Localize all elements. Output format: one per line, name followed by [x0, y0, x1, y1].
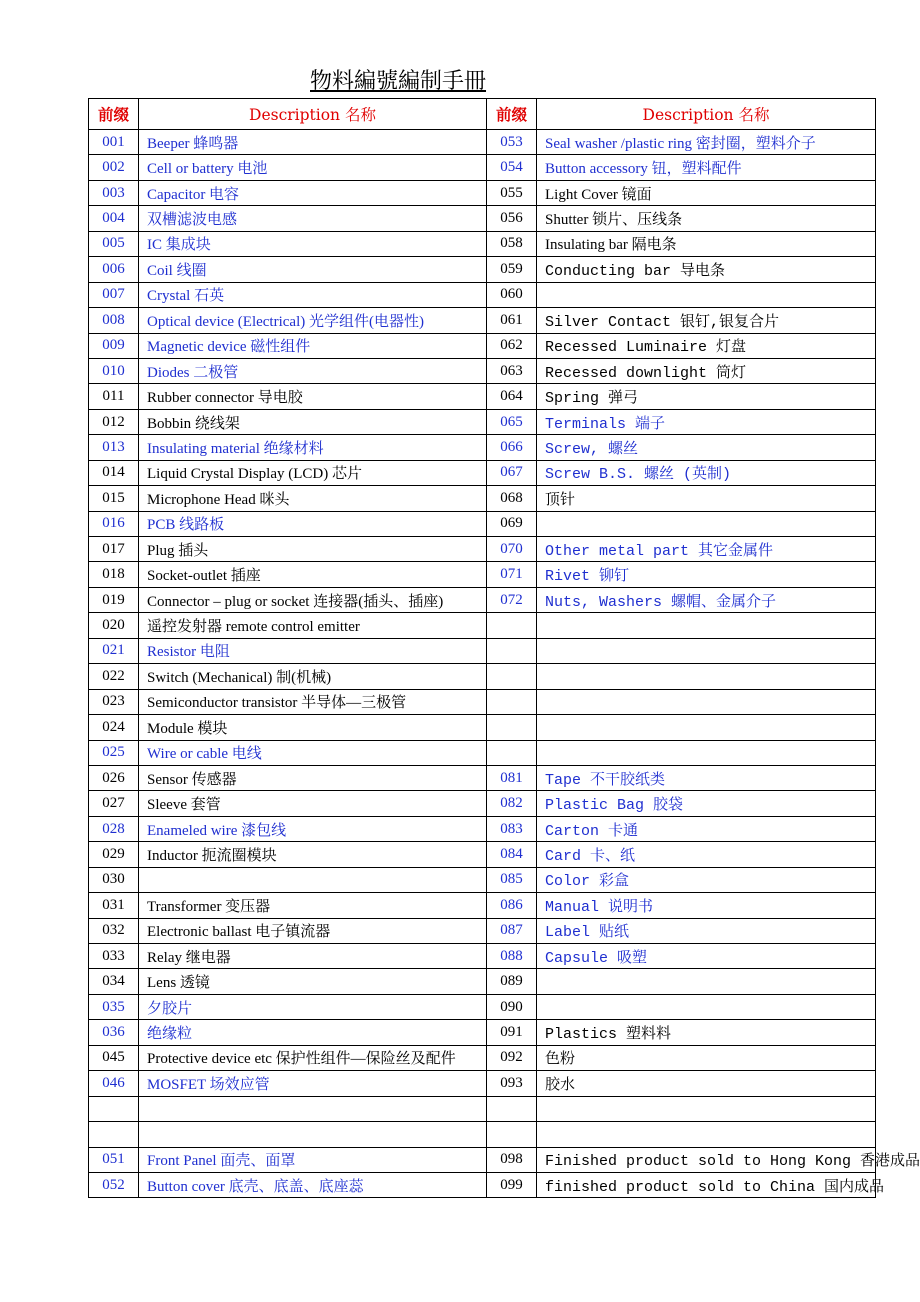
description-left: Cell or battery 电池: [139, 155, 487, 180]
code-right: 068: [487, 486, 537, 511]
code-left: 027: [89, 791, 139, 816]
description-left: Lens 透镜: [139, 969, 487, 994]
description-left: Electronic ballast 电子镇流器: [139, 918, 487, 943]
description-right: [537, 689, 876, 714]
description-left: [139, 867, 487, 892]
description-right: [537, 282, 876, 307]
prefix-header-right: 前缀: [487, 99, 537, 130]
description-right: 胶水: [537, 1071, 876, 1096]
description-left: 遥控发射器 remote control emitter: [139, 613, 487, 638]
description-left: Enameled wire 漆包线: [139, 816, 487, 841]
description-left: Optical device (Electrical) 光学组件(电器性): [139, 308, 487, 333]
table-row: [89, 918, 876, 943]
code-right: 070: [487, 537, 537, 562]
code-left: 034: [89, 969, 139, 994]
description-left: Liquid Crystal Display (LCD) 芯片: [139, 460, 487, 485]
code-right: 087: [487, 918, 537, 943]
code-left: 024: [89, 715, 139, 740]
table-row: [89, 333, 876, 358]
code-right: 088: [487, 944, 537, 969]
table-row: [89, 740, 876, 765]
code-right: [487, 715, 537, 740]
description-right: Card 卡、纸: [537, 842, 876, 867]
description-right: Plastics 塑料料: [537, 1020, 876, 1045]
table-row: [89, 664, 876, 689]
code-left: 025: [89, 740, 139, 765]
description-right: [537, 969, 876, 994]
code-left: 011: [89, 384, 139, 409]
code-left: 013: [89, 435, 139, 460]
table-row: [89, 180, 876, 205]
code-left: 003: [89, 180, 139, 205]
table-row: [89, 231, 876, 256]
description-right: Screw, 螺丝: [537, 435, 876, 460]
code-right: [487, 1122, 537, 1147]
description-left: Crystal 石英: [139, 282, 487, 307]
description-left: [139, 1096, 487, 1121]
code-left: 046: [89, 1071, 139, 1096]
header-row: [89, 99, 876, 130]
description-left: Bobbin 绕线架: [139, 409, 487, 434]
code-left: [89, 1096, 139, 1121]
description-left: MOSFET 场效应管: [139, 1071, 487, 1096]
code-left: 014: [89, 460, 139, 485]
table-body: [89, 130, 920, 1198]
code-left: 028: [89, 816, 139, 841]
table-row: [89, 257, 876, 282]
code-right: 062: [487, 333, 537, 358]
table-row: [89, 994, 876, 1019]
description-left: Relay 继电器: [139, 944, 487, 969]
description-right: Screw B.S. 螺丝 (英制): [537, 460, 876, 485]
code-right: 092: [487, 1045, 537, 1070]
description-left: Semiconductor transistor 半导体—三极管: [139, 689, 487, 714]
table-row: [89, 460, 876, 485]
code-right: 056: [487, 206, 537, 231]
code-left: 036: [89, 1020, 139, 1045]
code-left: 022: [89, 664, 139, 689]
code-right: 060: [487, 282, 537, 307]
description-left: Module 模块: [139, 715, 487, 740]
table-row: [89, 1045, 876, 1070]
code-left: 051: [89, 1147, 139, 1172]
code-right: 061: [487, 308, 537, 333]
description-right: Label 贴纸: [537, 918, 876, 943]
table-row: [89, 384, 876, 409]
code-right: 083: [487, 816, 537, 841]
code-left: 006: [89, 257, 139, 282]
description-right: Color 彩盒: [537, 867, 876, 892]
table-row: [89, 1147, 876, 1172]
description-right: [537, 715, 876, 740]
description-right: [537, 1122, 876, 1147]
description-left: Connector – plug or socket 连接器(插头、插座): [139, 587, 487, 612]
code-right: 064: [487, 384, 537, 409]
code-right: 059: [487, 257, 537, 282]
table-row: [89, 409, 876, 434]
code-left: 021: [89, 638, 139, 663]
description-left: Transformer 变压器: [139, 893, 487, 918]
description-right: Terminals 端子: [537, 409, 876, 434]
table-row: [89, 1122, 876, 1147]
description-left: Socket-outlet 插座: [139, 562, 487, 587]
description-right: Capsule 吸塑: [537, 944, 876, 969]
description-right: [537, 511, 876, 536]
code-left: 007: [89, 282, 139, 307]
description-left: [139, 1122, 487, 1147]
description-right: Shutter 锁片、压线条: [537, 206, 876, 231]
code-right: 090: [487, 994, 537, 1019]
description-right: Tape 不干胶纸类: [537, 765, 876, 790]
table-row: [89, 1071, 876, 1096]
description-right: Manual 说明书: [537, 893, 876, 918]
code-left: 012: [89, 409, 139, 434]
code-right: 066: [487, 435, 537, 460]
table-row: [89, 562, 876, 587]
description-right: Seal washer /plastic ring 密封圈，塑料介子: [537, 130, 876, 155]
description-left: Coil 线圈: [139, 257, 487, 282]
description-left: Switch (Mechanical) 制(机械): [139, 664, 487, 689]
description-left: Sleeve 套管: [139, 791, 487, 816]
code-right: 065: [487, 409, 537, 434]
code-left: [89, 1122, 139, 1147]
table-row: [89, 155, 876, 180]
description-left: 夕胶片: [139, 994, 487, 1019]
code-right: [487, 664, 537, 689]
code-right: [487, 638, 537, 663]
description-right: Button accessory 钮，塑料配件: [537, 155, 876, 180]
prefix-header-left: 前缀: [89, 99, 139, 130]
table-row: [89, 537, 876, 562]
code-right: 081: [487, 765, 537, 790]
description-right: 色粉: [537, 1045, 876, 1070]
description-left: Insulating material 绝缘材料: [139, 435, 487, 460]
code-right: [487, 740, 537, 765]
code-left: 023: [89, 689, 139, 714]
code-left: 031: [89, 893, 139, 918]
table-row: [89, 867, 876, 892]
code-right: 082: [487, 791, 537, 816]
code-right: 058: [487, 231, 537, 256]
description-left: Resistor 电阻: [139, 638, 487, 663]
description-left: Plug 插头: [139, 537, 487, 562]
code-left: 016: [89, 511, 139, 536]
description-right: [537, 613, 876, 638]
code-left: 026: [89, 765, 139, 790]
code-right: 063: [487, 358, 537, 383]
table-row: [89, 715, 876, 740]
description-left: Sensor 传感器: [139, 765, 487, 790]
description-right: finished product sold to China 国内成品: [537, 1172, 876, 1197]
code-right: [487, 689, 537, 714]
description-right: Plastic Bag 胶袋: [537, 791, 876, 816]
description-right: [537, 994, 876, 1019]
description-header-left: Description 名称: [139, 99, 487, 130]
description-right: Recessed downlight 筒灯: [537, 358, 876, 383]
table-row: [89, 613, 876, 638]
description-left: Wire or cable 电线: [139, 740, 487, 765]
table-row: [89, 765, 876, 790]
description-right: Conducting bar 导电条: [537, 257, 876, 282]
code-left: 010: [89, 358, 139, 383]
code-left: 018: [89, 562, 139, 587]
description-left: Diodes 二极管: [139, 358, 487, 383]
code-left: 002: [89, 155, 139, 180]
description-left: Protective device etc 保护性组件—保险丝及配件: [139, 1045, 487, 1070]
code-right: 099: [487, 1172, 537, 1197]
description-right: [537, 638, 876, 663]
description-right: Other metal part 其它金属件: [537, 537, 876, 562]
code-right: 093: [487, 1071, 537, 1096]
material-code-table: [88, 98, 920, 1198]
description-right: Carton 卡通: [537, 816, 876, 841]
table-row: [89, 282, 876, 307]
description-left: Microphone Head 咪头: [139, 486, 487, 511]
table-row: [89, 511, 876, 536]
table-row: [89, 486, 876, 511]
description-right: 顶针: [537, 486, 876, 511]
table-row: [89, 791, 876, 816]
code-left: 045: [89, 1045, 139, 1070]
code-right: 091: [487, 1020, 537, 1045]
description-left: Rubber connector 导电胶: [139, 384, 487, 409]
code-right: 069: [487, 511, 537, 536]
code-right: 067: [487, 460, 537, 485]
description-left: Inductor 扼流圈模块: [139, 842, 487, 867]
code-right: [487, 1096, 537, 1121]
description-left: Front Panel 面壳、面罩: [139, 1147, 487, 1172]
code-left: 019: [89, 587, 139, 612]
table-row: [89, 1096, 876, 1121]
code-left: 033: [89, 944, 139, 969]
description-right: Finished product sold to Hong Kong 香港成品: [537, 1147, 876, 1172]
code-left: 030: [89, 867, 139, 892]
code-right: 054: [487, 155, 537, 180]
description-right: Light Cover 镜面: [537, 180, 876, 205]
code-left: 032: [89, 918, 139, 943]
table-row: [89, 308, 876, 333]
description-left: Button cover 底壳、底盖、底座蕊: [139, 1172, 487, 1197]
code-left: 009: [89, 333, 139, 358]
document-title: 物料編號編制手冊: [310, 69, 487, 94]
description-header-right: Description 名称: [537, 99, 876, 130]
code-right: 086: [487, 893, 537, 918]
table-row: [89, 893, 876, 918]
description-left: Beeper 蜂鸣器: [139, 130, 487, 155]
code-left: 008: [89, 308, 139, 333]
code-right: 084: [487, 842, 537, 867]
description-right: Rivet 铆钉: [537, 562, 876, 587]
table-row: [89, 206, 876, 231]
description-left: PCB 线路板: [139, 511, 487, 536]
table-row: [89, 1172, 876, 1197]
code-left: 005: [89, 231, 139, 256]
table-row: [89, 358, 876, 383]
table-row: [89, 435, 876, 460]
description-right: [537, 740, 876, 765]
description-right: Recessed Luminaire 灯盘: [537, 333, 876, 358]
code-left: 052: [89, 1172, 139, 1197]
code-left: 015: [89, 486, 139, 511]
description-left: 双槽滤波电感: [139, 206, 487, 231]
description-right: Silver Contact 银钉,银复合片: [537, 308, 876, 333]
description-right: Nuts, Washers 螺帽、金属介子: [537, 587, 876, 612]
code-right: 072: [487, 587, 537, 612]
code-right: 071: [487, 562, 537, 587]
code-right: 098: [487, 1147, 537, 1172]
description-right: Insulating bar 隔电条: [537, 231, 876, 256]
code-left: 020: [89, 613, 139, 638]
code-left: 029: [89, 842, 139, 867]
table-row: [89, 130, 876, 155]
code-right: 085: [487, 867, 537, 892]
code-left: 017: [89, 537, 139, 562]
table-row: [89, 1020, 876, 1045]
code-left: 035: [89, 994, 139, 1019]
code-left: 001: [89, 130, 139, 155]
table-row: [89, 944, 876, 969]
description-left: Magnetic device 磁性组件: [139, 333, 487, 358]
code-right: 053: [487, 130, 537, 155]
description-left: Capacitor 电容: [139, 180, 487, 205]
code-right: 055: [487, 180, 537, 205]
table-row: [89, 842, 876, 867]
table-row: [89, 689, 876, 714]
description-right: [537, 1096, 876, 1121]
table-row: [89, 969, 876, 994]
code-right: [487, 613, 537, 638]
description-right: Spring 弹弓: [537, 384, 876, 409]
code-left: 004: [89, 206, 139, 231]
table-row: [89, 587, 876, 612]
description-left: IC 集成块: [139, 231, 487, 256]
table-row: [89, 816, 876, 841]
description-left: 绝缘粒: [139, 1020, 487, 1045]
table-row: [89, 638, 876, 663]
description-right: [537, 664, 876, 689]
code-right: 089: [487, 969, 537, 994]
